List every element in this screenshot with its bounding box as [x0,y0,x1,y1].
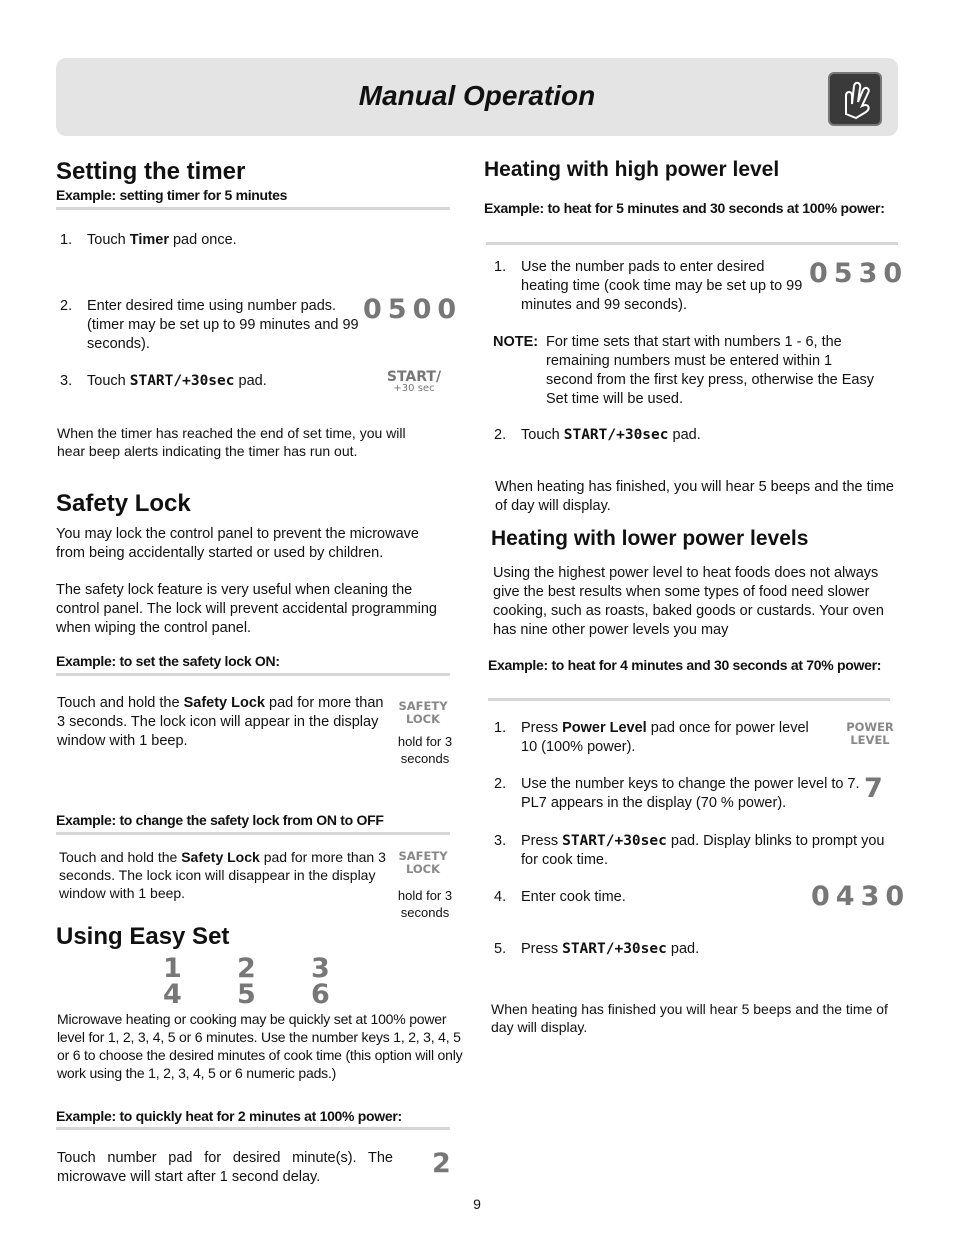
lower-display: 0430 [811,881,911,912]
safety-off-example: Example: to change the safety lock from ON to OFF [56,812,384,828]
safety-lock-pad-icon: SAFETY LOCK [398,699,448,726]
divider [56,673,450,676]
key-1: 1 [163,953,182,984]
safety-on-example: Example: to set the safety lock ON: [56,653,280,669]
timer-step1-number: 1. [60,232,73,248]
start-pad-icon: START/ +30 sec [386,369,442,394]
key-5: 5 [237,979,256,1010]
lower-finish: When heating has finished you will hear 5 beeps and the time of day will display. [491,1001,888,1035]
timer-step2-number: 2. [60,298,73,314]
lower-step5: Press START/+30sec pad. [521,941,700,957]
lower-step4-number: 4. [494,889,507,905]
high-display: 0530 [809,258,909,289]
high-step2: Touch START/+30sec pad. [521,427,701,443]
power-level-pad-icon: POWER LEVEL [846,720,894,747]
lower-step2-number: 2. [494,776,507,792]
key-6: 6 [311,979,330,1010]
lower-heading: Heating with lower power levels [491,527,809,550]
safety-heading: Safety Lock [56,490,191,517]
timer-step2: Enter desired time using number pads. (timer may be set up to 99 minutes and 99 seconds). [87,298,359,352]
high-example: Example: to heat for 5 minutes and 30 seconds at 100% power: [484,200,885,216]
timer-step3-number: 3. [60,373,73,389]
lower-step1: Press Power Level pad once for power level 10 (100% power). [521,720,809,755]
easyset-heading: Using Easy Set [56,923,230,950]
key-4: 4 [163,979,182,1010]
hand-touch-icon [828,72,882,126]
hold-instruction: hold for 3 seconds [397,888,453,920]
safety-on-text: Touch and hold the Safety Lock pad for more than 3 seconds. The lock icon will appear in the display window with 1 beep. [57,695,384,749]
high-step2-number: 2. [494,427,507,443]
easyset-paragraph: Microwave heating or cooking may be quickly set at 100% power level for 1, 2, 3, 4, 5 or 6 minutes. Use the number keys 1, 2, 3, 4, 5 or 6 to choose the desired minutes of cook time (this option will only work using the 1, 2, 3, 4, 5 or 6 numeric pads.) [57,1011,463,1081]
safety-off-text: Touch and hold the Safety Lock pad for more than 3 seconds. The lock icon will disappear in the display window with 1 beep. [59,849,386,901]
divider [486,242,898,245]
key-2: 2 [237,953,256,984]
high-note-label: NOTE: [493,334,539,350]
key-3: 3 [311,953,330,984]
safety-paragraph-1: You may lock the control panel to prevent the microwave from being accidentally started or used by children. [56,526,419,561]
lower-step3-number: 3. [494,833,507,849]
hold-instruction: hold for 3 seconds [397,734,453,766]
high-finish: When heating has finished, you will hear 5 beeps and the time of day will display. [495,479,894,514]
high-note: For time sets that start with numbers 1 - 6, the remaining numbers must be entered within 1 second from the first key press, otherwise the Easy Set time will be used. [546,334,874,407]
lower-step4: Enter cook time. [521,889,626,905]
timer-note: When the timer has reached the end of set time, you will hear beep alerts indicating the timer has run out. [57,425,406,459]
lower-step2: Use the number keys to change the power level to 7. PL7 appears in the display (70 % power). [521,776,860,811]
high-heading: Heating with high power level [484,158,780,181]
timer-display: 0500 [363,294,463,325]
lower-paragraph: Using the highest power level to heat foods does not always give the best results when some types of food need slower cooking, such as roasts, baked goods or custards. Your oven has nine other power levels you may [493,565,884,638]
easyset-example: Example: to quickly heat for 2 minutes at 100% power: [56,1108,402,1124]
page-title: Manual Operation [358,80,596,111]
timer-heading: Setting the timer [56,158,246,185]
safety-lock-pad-icon: SAFETY LOCK [398,849,448,876]
timer-step1: Touch Timer pad once. [87,232,237,248]
divider [56,832,450,835]
divider [488,698,890,701]
lower-key-7: 7 [864,773,883,804]
divider [56,1127,450,1130]
lower-example: Example: to heat for 4 minutes and 30 seconds at 70% power: [488,657,882,673]
divider [56,207,450,210]
timer-step3: Touch START/+30sec pad. [87,373,267,389]
high-step1-number: 1. [494,259,507,275]
easyset-key: 2 [432,1148,451,1179]
easyset-step: Touch number pad for desired minute(s). The microwave will start after 1 second delay. [57,1150,393,1185]
lower-step1-number: 1. [494,720,507,736]
high-step1: Use the number pads to enter desired heating time (cook time may be set up to 99 minutes and 99 seconds). [521,259,803,313]
lower-step5-number: 5. [494,941,507,957]
timer-example: Example: setting timer for 5 minutes [56,187,288,203]
lower-step3: Press START/+30sec pad. Display blinks to prompt you for cook time. [521,833,885,868]
page-number: 9 [473,1196,481,1212]
safety-paragraph-2: The safety lock feature is very useful when cleaning the control panel. The lock will prevent accidental programming when wiping the control panel. [56,582,437,636]
